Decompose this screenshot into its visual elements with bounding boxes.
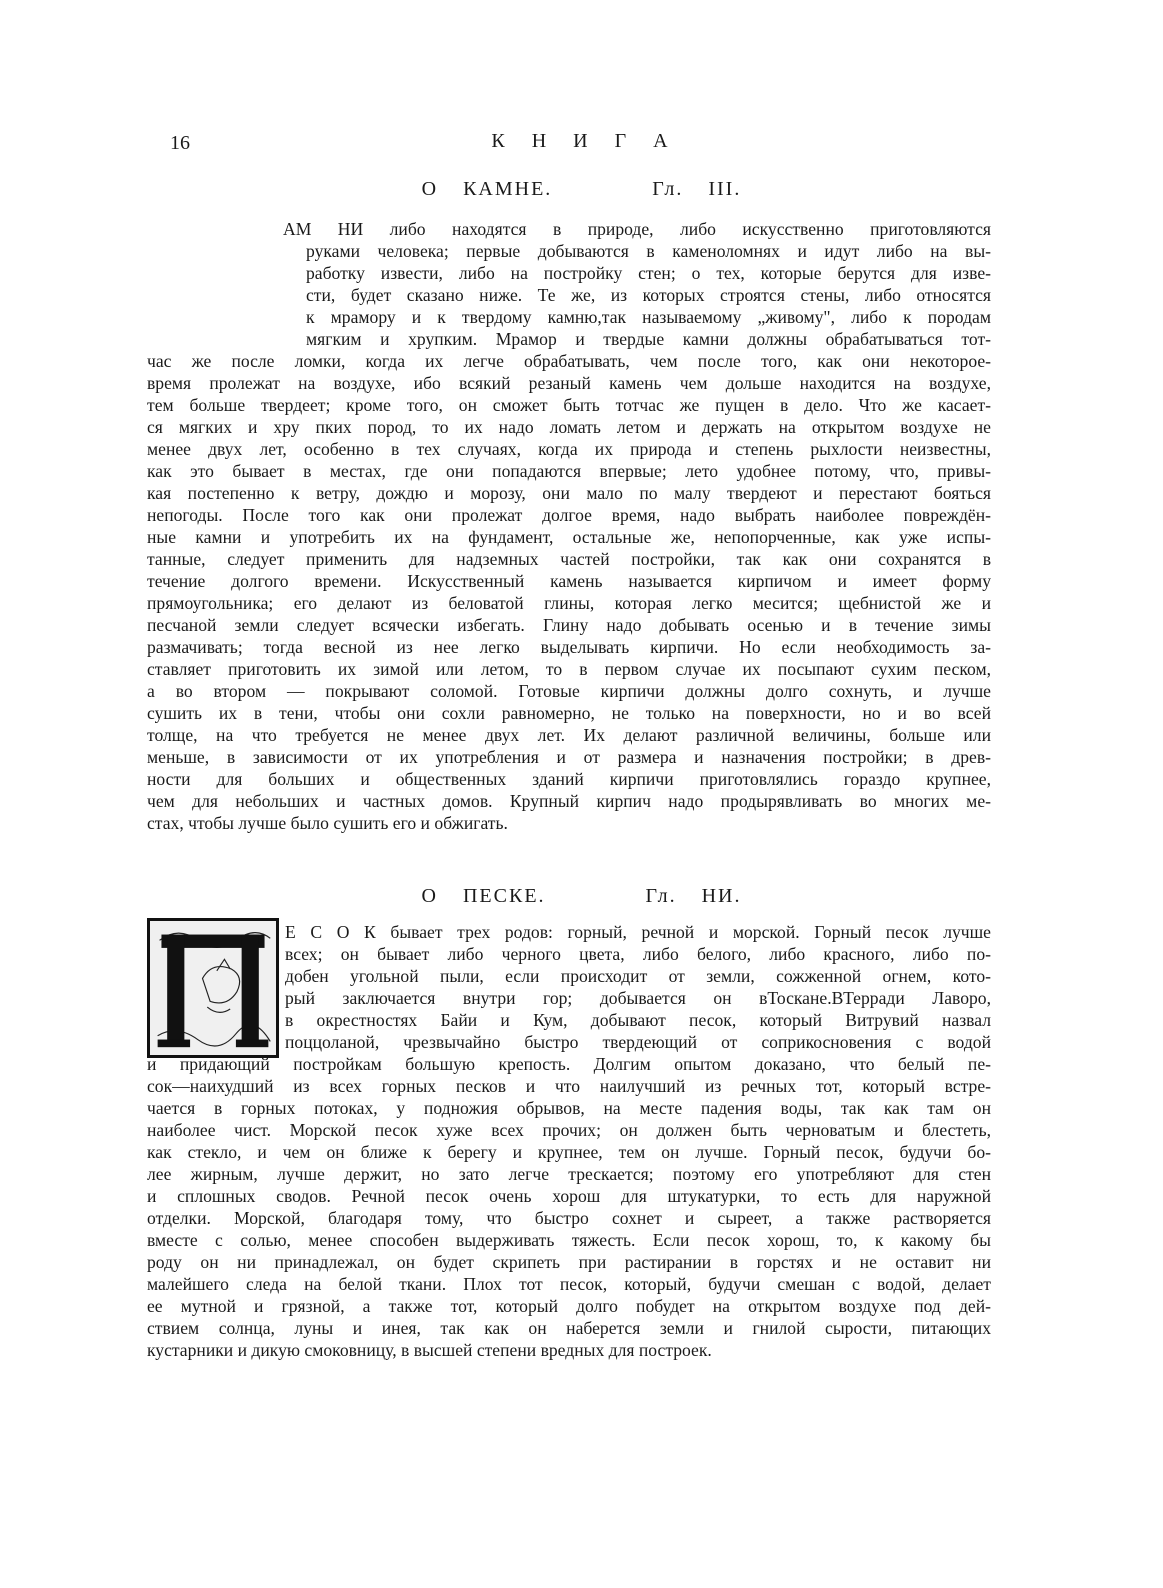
text-line: ее мутной и грязной, а также тот, который долго побудет на открытом воздухе под дей- [147, 1296, 991, 1316]
text-line: ся мягких и хру пких пород, то их надо ломать летом и держать на открытом воздухе не [147, 417, 991, 437]
text-line: малейшего следа на белой ткани. Плох тот песок, который, будучи смешан с водой, делает [147, 1274, 991, 1294]
text-line: лее жирным, лучше держит, но зато легче трескается; поэтому его употребляют для стен [147, 1164, 991, 1184]
text-line: АМ НИ либо находятся в природе, либо искусственно приготовляются [283, 219, 991, 239]
text-line: прямоугольника; его делают из беловатой глины, которая легко месится; щебнистой же и [147, 593, 991, 613]
text-line: поццоланой, чрезвычайно быстро твердеющий от соприкосновения с водой [285, 1032, 991, 1052]
running-head: К Н И Г А [491, 130, 672, 152]
section-title-stone: О КАМНЕ. Гл. III. [421, 178, 742, 200]
text-line: чем для небольших и частных домов. Крупный кирпич надо продырявливать во многих ме- [147, 791, 991, 811]
text-line: меньше, в зависимости от их употребления и от размера и назначения постройки; в древ- [147, 747, 991, 767]
text-line: добен угольной пыли, если происходит от земли, сожженной огнем, кото- [285, 966, 991, 986]
section-title-sand: О ПЕСКЕ. Гл. НИ. [421, 885, 742, 907]
text-line: ствием солнца, луны и инея, так как он наберется земли и гнилой сырости, питающих [147, 1318, 991, 1338]
text-line: тем больше твердеет; кроме того, он сможет быть тотчас же пущен в дело. Что же касает- [147, 395, 991, 415]
text-line: роду он ни принадлежал, он будет скрипеть при растирании в горстях и не оставит ни [147, 1252, 991, 1272]
text-line: непогоды. После того как они пролежат долгое время, надо выбрать наиболее повреждён- [147, 505, 991, 525]
text-line: мягким и хрупким. Мрамор и твердые камни должны обрабатываться тот- [306, 329, 991, 349]
text-line: к мрамору и к твердому камню,так называемому „живому", либо к породам [306, 307, 991, 327]
text-line: песчаной земли следует всячески избегать. Глину надо добывать осенью и в течение зимы [147, 615, 991, 635]
text-line: ные камни и употребить их на фундамент, остальные же, непопорченные, как уже испы- [147, 527, 991, 547]
text-line: стах, чтобы лучше было сушить его и обжигать. [147, 813, 508, 833]
text-line: время пролежат на воздухе, ибо всякий резаный камень чем дольше находится на воздухе, [147, 373, 991, 393]
text-line: час же после ломки, когда их легче обрабатывать, чем после того, как они некоторое- [147, 351, 991, 371]
text-line: Е С О К бывает трех родов: горный, речной и морской. Горный песок лучше [285, 922, 991, 942]
text-line: течение долгого времени. Искусственный камень называется кирпичом и имеет форму [147, 571, 991, 591]
text-line: вместе с солью, менее способен выдерживать тяжесть. Если песок хорош, то, к какому бы [147, 1230, 991, 1250]
text-line: менее двух лет, особенно в тех случаях, когда их природа и степень рыхлости неизвестны, [147, 439, 991, 459]
text-line: работку извести, либо на постройку стен; о тех, которые берутся для изве- [306, 263, 991, 283]
text-line: танные, следует применить для надземных частей постройки, так как они сохранятся в [147, 549, 991, 569]
text-line: как это бывает в местах, где они попадаются впервые; лето удобнее потому, что, привы- [147, 461, 991, 481]
text-line: кустарники и дикую смоковницу, в высшей степени вредных для построек. [147, 1340, 712, 1360]
text-line: руками человека; первые добываются в каменоломнях и идут либо на вы- [306, 241, 991, 261]
text-line: как стекло, и чем он ближе к берегу и крупнее, тем он лучше. Горный песок, будучи бо- [147, 1142, 991, 1162]
text-line: рый заключается внутри гор; добывается он вТоскане.ВТерради Лаворо, [285, 988, 991, 1008]
page-number: 16 [170, 132, 190, 154]
text-line: отделки. Морской, благодаря тому, что быстро сохнет и сыреет, а также растворяется [147, 1208, 991, 1228]
decorated-initial-letter-p-icon [147, 918, 279, 1058]
text-line: чается в горных потоках, у подножия обрывов, на месте падения воды, так как там он [147, 1098, 991, 1118]
text-line: ности для больших и общественных зданий кирпичи приготовлялись гораздо крупнее, [147, 769, 991, 789]
text-line: наиболее чист. Морской песок хуже всех прочих; он должен быть черноватым и блестеть, [147, 1120, 991, 1140]
text-line: ставляет приготовить их зимой или летом, то в первом случае их посыпают сухим песком, [147, 659, 991, 679]
text-line: в окрестностях Байи и Кум, добывают песок, который Витрувий назвал [285, 1010, 991, 1030]
text-line: сушить их в тени, чтобы они сохли равномерно, не только на поверхности, но и во всей [147, 703, 991, 723]
text-line: толще, на что требуется не менее двух лет. Их делают различной величины, больше или [147, 725, 991, 745]
text-line: всех; он бывает либо черного цвета, либо белого, либо красного, либо по- [285, 944, 991, 964]
text-line: а во втором — покрывают соломой. Готовые кирпичи должны долго сохнуть, и лучше [147, 681, 991, 701]
text-line: сти, будет сказано ниже. Те же, из которых строятся стены, либо относятся [306, 285, 991, 305]
text-line: размачивать; тогда весной из нее легко выделывать кирпичи. Но если необходимость за- [147, 637, 991, 657]
text-line: и сплошных сводов. Речной песок очень хорош для штукатурки, то есть для наружной [147, 1186, 991, 1206]
text-line: и придающий постройкам большую крепость. Долгим опытом доказано, что белый пе- [147, 1054, 991, 1074]
text-line: кая постепенно к ветру, дождю и морозу, они мало по малу твердеют и перестают бояться [147, 483, 991, 503]
text-line: сок—наихудший из всех горных песков и что наилучший из речных тот, который встре- [147, 1076, 991, 1096]
